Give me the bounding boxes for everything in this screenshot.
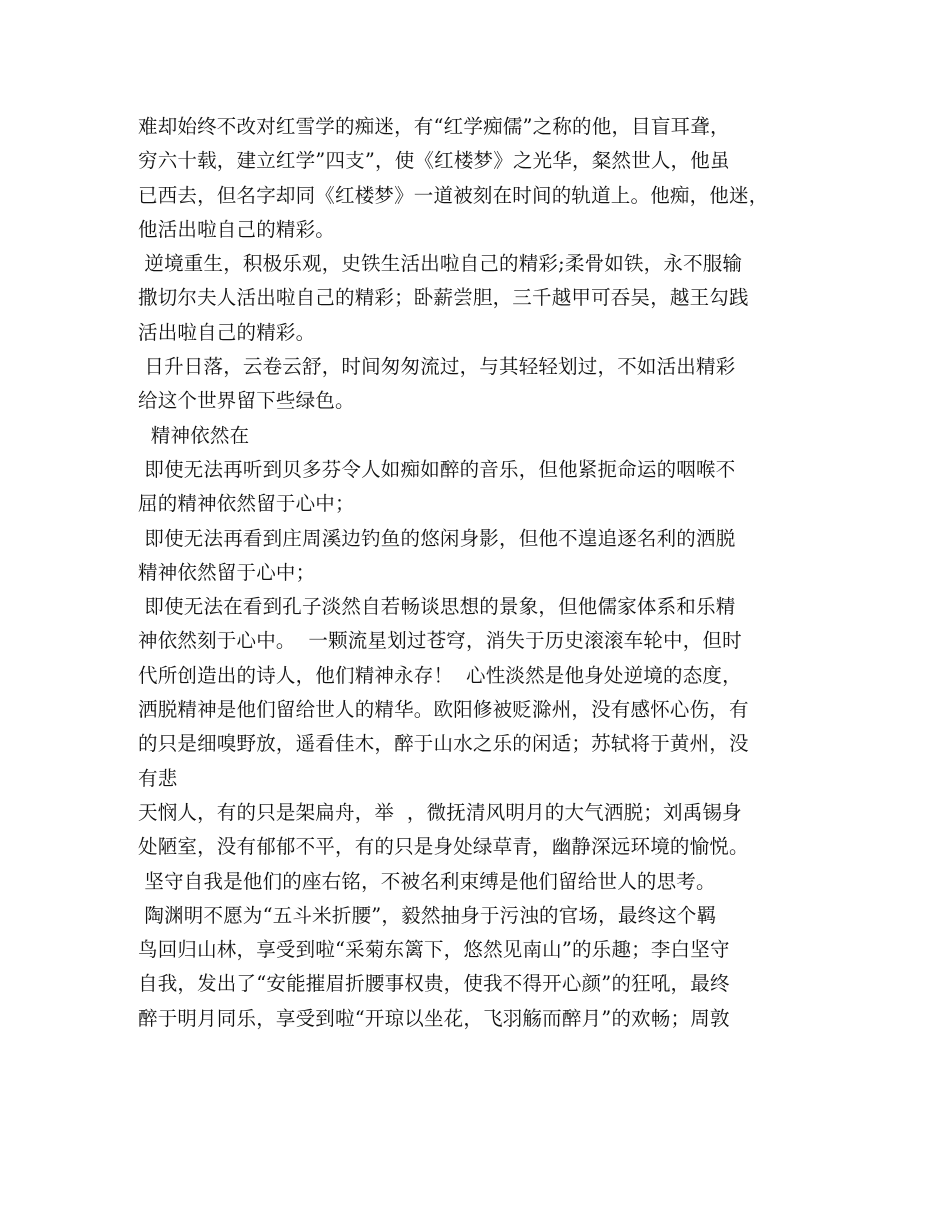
text-line: 坚守自我是他们的座右铭，不被名利束缚是他们留给世人的思考。	[138, 869, 716, 893]
text-line: 鸟回归山林，享受到啦“采菊东篱下，悠然见南山”的乐趣；李白坚守	[138, 938, 730, 962]
text-line: 即使无法在看到孔子淡然自若畅谈思想的景象，但他儒家体系和乐精	[138, 595, 736, 619]
text-line: 有悲	[138, 766, 178, 790]
text-line: 逆境重生，积极乐观，史铁生活出啦自己的精彩;柔骨如铁，永不服输	[138, 252, 743, 276]
text-line: 的只是细嗅野放，遥看佳木，醉于山水之乐的闲适；苏轼将于黄州，没	[138, 732, 749, 756]
text-line: 陶渊明不愿为“五斗米折腰”，毅然抽身于污浊的官场，最终这个羁	[138, 903, 717, 927]
text-line: 天悯人，有的只是架扁舟，举 ，微抚清风明月的大气洒脱；刘禹锡身	[138, 800, 742, 824]
text-line: 神依然刻于心中。 一颗流星划过苍穹，消失于历史滚滚车轮中，但时	[138, 629, 742, 653]
text-line: 已西去，但名字却同《红楼梦》一道被刻在时间的轨道上。他痴，他迷，	[138, 183, 769, 207]
text-line: 他活出啦自己的精彩。	[138, 217, 336, 241]
text-line: 日升日落，云卷云舒，时间匆匆流过，与其轻轻划过，不如活出精彩	[138, 355, 736, 379]
text-line: 撒切尔夫人活出啦自己的精彩；卧薪尝胆，三千越甲可吞吴，越王勾践	[138, 286, 749, 310]
text-line: 即使无法再看到庄周溪边钓鱼的悠闲身影，但他不遑追逐名利的洒脱	[138, 526, 736, 550]
text-line: 醉于明月同乐，享受到啦“开琼以坐花，飞羽觞而醉月”的欢畅；周敦	[138, 1006, 730, 1030]
text-line: 活出啦自己的精彩。	[138, 320, 316, 344]
text-line: 穷六十载，建立红学”四支”，使《红楼梦》之光华，粲然世人，他虽	[138, 149, 730, 173]
document-body	[138, 110, 828, 1036]
text-line: 给这个世界留下些绿色。	[138, 389, 355, 413]
section-heading: 精神依然在	[138, 423, 250, 447]
text-line: 即使无法再听到贝多芬令人如痴如醉的音乐，但他紧扼命运的咽喉不	[138, 457, 736, 481]
text-line: 难却始终不改对红雪学的痴迷，有“红学痴儒”之称的他，目盲耳聋，	[138, 115, 730, 138]
text-line: 洒脱精神是他们留给世人的精华。欧阳修被贬滁州，没有感怀心伤，有	[138, 698, 749, 722]
text-line: 屈的精神依然留于心中；	[138, 492, 355, 516]
text-line: 处陋室，没有郁郁不平，有的只是身处绿草青，幽静深远环境的愉悦。	[138, 835, 749, 859]
text-line: 精神依然留于心中；	[138, 560, 316, 584]
text-line: 代所创造出的诗人，他们精神永存！ 心性淡然是他身处逆境的态度，	[138, 663, 742, 687]
text-line: 自我，发出了“安能摧眉折腰事权贵，使我不得开心颜”的狂吼，最终	[138, 972, 730, 996]
